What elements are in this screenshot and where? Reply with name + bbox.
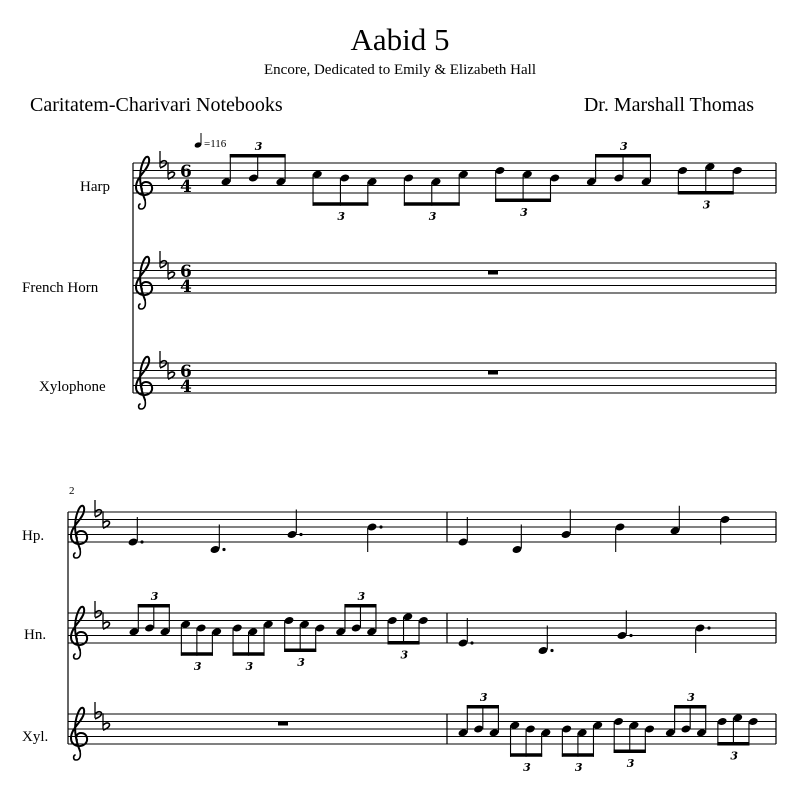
staff — [133, 363, 776, 393]
beam — [284, 649, 316, 653]
time-signature-top: 6 — [180, 362, 192, 382]
beam — [678, 191, 734, 195]
instrument-label-hp: Hp. — [22, 528, 45, 544]
note — [458, 517, 469, 547]
note — [512, 525, 523, 555]
dot — [550, 649, 553, 652]
beam — [181, 652, 213, 656]
dot — [470, 641, 473, 644]
time-signature-bottom: 4 — [180, 377, 192, 397]
score-subtitle: Encore, Dedicated to Emily & Elizabeth Hall — [264, 62, 536, 78]
note — [287, 510, 303, 540]
time-signature-top: 6 — [180, 262, 192, 282]
measure-number: 2 — [69, 485, 75, 497]
instrument-label-french-horn: French Horn — [22, 280, 99, 296]
tuplet-number: 3 — [297, 656, 305, 669]
whole-rest — [488, 371, 498, 375]
system-1-staves — [133, 163, 776, 393]
dot — [140, 540, 143, 543]
beam — [562, 753, 594, 757]
time-signature-top: 6 — [180, 162, 192, 182]
tuplet-number: 3 — [428, 209, 437, 223]
staff — [68, 512, 776, 542]
triplet — [495, 166, 561, 219]
tuplet-number: 3 — [245, 659, 254, 673]
whole-rest — [278, 722, 288, 726]
note — [617, 611, 633, 641]
flat-sign — [160, 251, 167, 268]
note — [670, 506, 681, 536]
triplet — [677, 162, 743, 211]
instrument-label-xyl: Xyl. — [22, 729, 49, 745]
tuplet-number: 3 — [193, 659, 202, 673]
staff — [133, 263, 776, 293]
tuplet-number: 3 — [337, 209, 346, 223]
dot — [379, 525, 382, 528]
whole-rest — [488, 271, 498, 275]
tuplet-number: 3 — [357, 590, 366, 603]
tuplet-number: 3 — [523, 760, 531, 774]
beam — [388, 641, 420, 645]
flat-sign — [160, 151, 167, 168]
note — [615, 522, 626, 552]
note — [720, 515, 731, 545]
note — [561, 510, 572, 540]
collection-name: Caritatem-Charivari Notebooks — [30, 94, 283, 116]
note — [367, 522, 383, 552]
treble-clef — [71, 607, 87, 659]
tuplet-number: 3 — [150, 590, 159, 603]
flat-sign — [95, 702, 102, 719]
flat-sign — [95, 601, 102, 618]
tuplet-number: 3 — [400, 648, 409, 662]
beam — [404, 202, 460, 206]
treble-clef — [136, 257, 152, 309]
triplet — [717, 713, 759, 762]
dot — [707, 626, 710, 629]
instrument-label-xylophone: Xylophone — [39, 379, 106, 395]
system-2-notation — [71, 500, 759, 774]
time-signature-bottom: 4 — [180, 177, 192, 197]
staff — [133, 163, 776, 193]
flat-sign — [160, 351, 167, 368]
note — [695, 623, 711, 653]
tuplet-number: 3 — [730, 749, 739, 763]
dot — [299, 533, 302, 536]
tuplet-number: 3 — [254, 140, 263, 153]
tuplet-number: 3 — [702, 198, 711, 212]
tuplet-number: 3 — [626, 757, 635, 770]
dot — [222, 548, 225, 551]
beam — [313, 202, 369, 206]
note — [538, 626, 554, 656]
treble-clef — [136, 157, 152, 209]
triplet — [613, 717, 655, 770]
beam — [230, 154, 286, 158]
beam — [495, 199, 551, 203]
score-title: Aabid 5 — [350, 22, 450, 57]
triplet — [284, 616, 326, 669]
tuplet-number: 3 — [574, 760, 583, 774]
dot — [629, 634, 632, 637]
time-signature-bottom: 4 — [180, 277, 192, 297]
instrument-label-hn: Hn. — [24, 627, 47, 643]
staff — [68, 714, 776, 744]
tuplet-number: 3 — [620, 140, 628, 153]
beam — [595, 154, 651, 158]
tempo-text: =116 — [204, 138, 227, 150]
beam — [344, 604, 376, 608]
tempo-marking — [194, 133, 227, 150]
beam — [614, 750, 646, 754]
triplet — [387, 612, 429, 661]
instrument-label-harp: Harp — [80, 179, 110, 195]
treble-clef — [71, 708, 87, 760]
note — [458, 618, 474, 648]
system-2-staves — [68, 512, 776, 744]
note — [210, 525, 226, 555]
system-1-notation — [136, 140, 743, 409]
beam — [510, 753, 542, 757]
note — [128, 517, 144, 547]
beam — [233, 652, 265, 656]
beam — [717, 742, 749, 746]
beam — [138, 604, 170, 608]
tuplet-number: 3 — [520, 206, 528, 219]
beam — [674, 705, 706, 709]
treble-clef — [136, 357, 152, 409]
treble-clef — [71, 506, 87, 558]
composer-name: Dr. Marshall Thomas — [583, 94, 754, 116]
beam — [467, 705, 499, 709]
tuplet-number: 3 — [479, 691, 488, 704]
tuplet-number: 3 — [687, 691, 695, 704]
flat-sign — [95, 500, 102, 517]
